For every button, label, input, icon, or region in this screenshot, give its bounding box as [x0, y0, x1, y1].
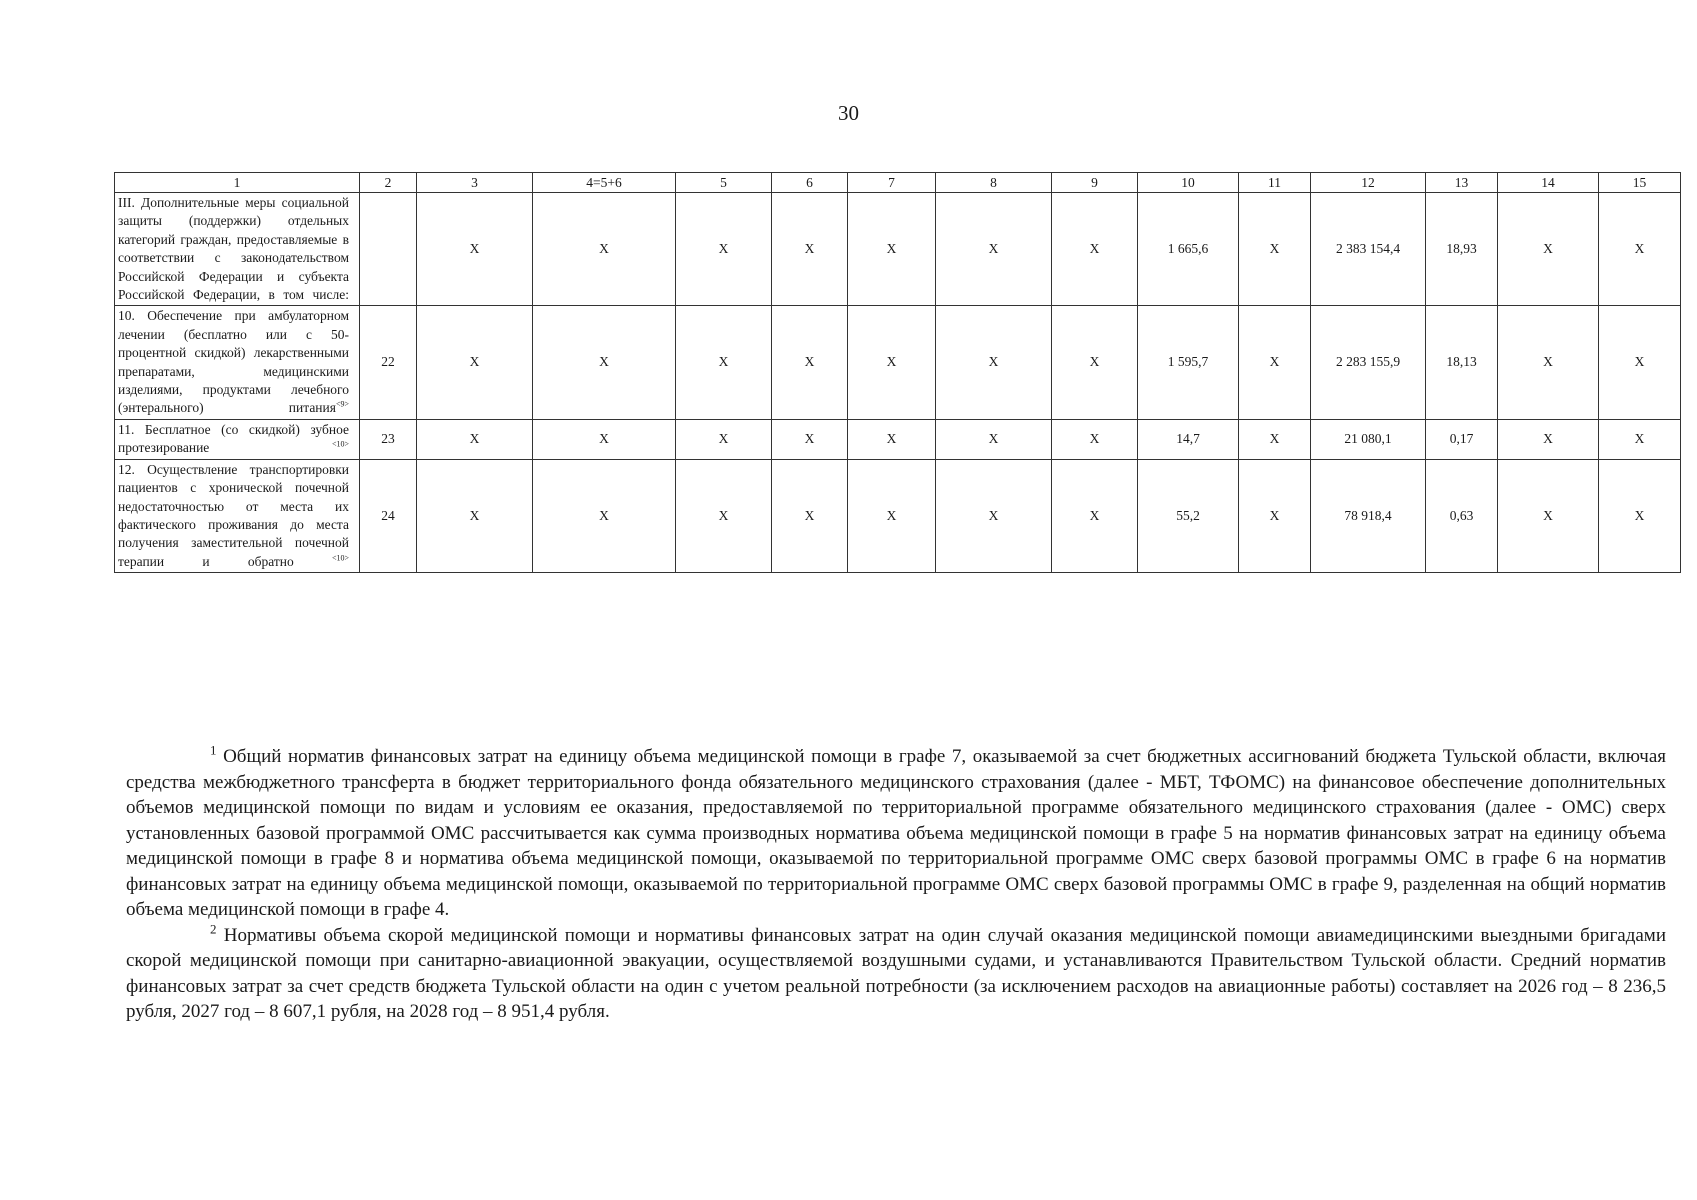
- table-cell: X: [533, 193, 676, 306]
- table-cell: X: [533, 419, 676, 459]
- table-cell: 18,13: [1426, 306, 1498, 419]
- financial-norms-table: [114, 172, 1681, 573]
- column-header: 11: [1239, 173, 1311, 193]
- footnote-text: Общий норматив финансовых затрат на единицу объема медицинской помощи в графе 7, оказываемой за счет бюджетных ассигнований бюджета Тульской области, включая средства межбюджетного трансферта в бюджет территориального фонда обязательного медицинского страхования (далее - МБТ, ТФОМС) на финансовое обеспечение дополнительных объемов медицинской помощи по видам и условиям ее оказания, предоставляемой по территориальной программе обязательного медицинского страхования (далее - ОМС) сверх установленных базовой программой ОМС рассчитывается как сумма производных норматива объема медицинской помощи в графе 5 на норматив финансовых затрат на единицу объема медицинской помощи в графе 8 и норматива объема медицинской помощи, оказываемой по территориальной программе ОМС сверх базовой программы ОМС в графе 6 на норматив финансовых затрат на единицу объема медицинской помощи, оказываемой по территориальной программе ОМС сверх базовой программы ОМС в графе 9, разделенная на общий норматив объема медицинской помощи в графе 4.: [126, 746, 1666, 920]
- column-header: 2: [360, 173, 417, 193]
- column-header: 9: [1052, 173, 1138, 193]
- table-row: [115, 459, 1681, 572]
- table-cell: 2 383 154,4: [1311, 193, 1426, 306]
- table-cell: 14,7: [1138, 419, 1239, 459]
- table-cell: X: [676, 193, 772, 306]
- footnote-text: Нормативы объема скорой медицинской помощи и нормативы финансовых затрат на один случай оказания медицинской помощи авиамедицинскими выездными бригадами скорой медицинской помощи при санитарно-авиационной эвакуации, осуществляемой воздушными судами, и устанавливаются Правительством Тульской области. Средний норматив финансовых затрат за счет средств бюджета Тульской области на один с учетом реальной потребности (за исключением расходов на авиационные работы) составляет на 2026 год – 8 236,5 рубля, 2027 год – 8 607,1 рубля, на 2028 год – 8 951,4 рубля.: [126, 924, 1667, 1022]
- table-cell: X: [936, 419, 1052, 459]
- column-header: 8: [936, 173, 1052, 193]
- footnote: [126, 923, 1666, 1025]
- column-header: 7: [848, 173, 936, 193]
- table-cell: X: [1239, 193, 1311, 306]
- row-description: [115, 459, 360, 572]
- table-cell: 0,63: [1426, 459, 1498, 572]
- table-cell: X: [936, 459, 1052, 572]
- table-cell: X: [848, 459, 936, 572]
- column-header: 1: [115, 173, 360, 193]
- table-cell: X: [848, 193, 936, 306]
- row-description: [115, 193, 360, 306]
- footnote: [126, 744, 1666, 923]
- table-cell: X: [1599, 306, 1681, 419]
- table-cell: X: [1498, 306, 1599, 419]
- row-description-text: 10. Обеспечение при амбулаторном лечении (бесплатно или с 50-процентной скидкой) лекарственными препаратами, медицинскими изделиями, продуктами лечебного (энтерального) питания: [118, 308, 349, 416]
- table-cell: X: [936, 193, 1052, 306]
- table-cell: X: [1498, 459, 1599, 572]
- row-description-text: 12. Осуществление транспортировки пациентов с хронической почечной недостаточностью от места их фактического проживания до места получения заместительной почечной терапии и обратно: [118, 461, 349, 569]
- row-description-text: 11. Бесплатное (со скидкой) зубное протезирование: [118, 421, 349, 456]
- table-cell: 18,93: [1426, 193, 1498, 306]
- table-cell: X: [772, 419, 848, 459]
- page-number: 30: [838, 101, 859, 125]
- table-cell: X: [1599, 193, 1681, 306]
- table-cell: X: [1052, 193, 1138, 306]
- table-row: [115, 306, 1681, 419]
- table-cell: X: [848, 419, 936, 459]
- table-cell: X: [936, 306, 1052, 419]
- column-header: 6: [772, 173, 848, 193]
- table-cell: X: [772, 306, 848, 419]
- row-note: <10>: [331, 553, 349, 563]
- row-note: <10>: [331, 439, 349, 449]
- table-cell: X: [848, 306, 936, 419]
- footnote-marker: 1: [210, 742, 217, 758]
- row-description-text: III. Дополнительные меры социальной защиты (поддержки) отдельных категорий граждан, предоставляемые в соответствии с законодательством Российской Федерации и субъекта Российской Федерации, в том числе:: [118, 195, 349, 303]
- table-cell: X: [1239, 459, 1311, 572]
- table-cell: X: [772, 193, 848, 306]
- table-cell: X: [676, 419, 772, 459]
- footnote-marker: 2: [210, 921, 217, 937]
- table-cell: 23: [360, 419, 417, 459]
- column-header: 15: [1599, 173, 1681, 193]
- column-header: 13: [1426, 173, 1498, 193]
- table-cell: 1 665,6: [1138, 193, 1239, 306]
- table-cell: X: [676, 459, 772, 572]
- column-header: 14: [1498, 173, 1599, 193]
- table-cell: X: [772, 459, 848, 572]
- table-cell: X: [1599, 419, 1681, 459]
- table-cell: X: [1052, 306, 1138, 419]
- table-cell: X: [1239, 306, 1311, 419]
- table-cell: X: [676, 306, 772, 419]
- table-cell: X: [1052, 419, 1138, 459]
- row-note: <9>: [335, 399, 349, 409]
- table-header-row: [115, 173, 1681, 193]
- table-cell: 78 918,4: [1311, 459, 1426, 572]
- table-cell: 21 080,1: [1311, 419, 1426, 459]
- table-cell: X: [533, 306, 676, 419]
- table-cell: X: [1052, 459, 1138, 572]
- column-header: 5: [676, 173, 772, 193]
- table-cell: 24: [360, 459, 417, 572]
- table-cell: 2 283 155,9: [1311, 306, 1426, 419]
- table-cell: X: [1599, 459, 1681, 572]
- table-cell: X: [417, 306, 533, 419]
- table-cell: X: [417, 419, 533, 459]
- row-description: [115, 419, 360, 459]
- table-cell: X: [1498, 193, 1599, 306]
- table-cell: 0,17: [1426, 419, 1498, 459]
- table-cell: X: [1239, 419, 1311, 459]
- table-row: [115, 419, 1681, 459]
- table-cell: 55,2: [1138, 459, 1239, 572]
- table-row: [115, 193, 1681, 306]
- column-header: 3: [417, 173, 533, 193]
- column-header: 10: [1138, 173, 1239, 193]
- table-cell: [360, 193, 417, 306]
- column-header: 4=5+6: [533, 173, 676, 193]
- footnotes: [126, 744, 1666, 1025]
- table-cell: X: [417, 459, 533, 572]
- table-cell: 1 595,7: [1138, 306, 1239, 419]
- row-description: [115, 306, 360, 419]
- table-cell: X: [1498, 419, 1599, 459]
- table-cell: X: [417, 193, 533, 306]
- table-cell: 22: [360, 306, 417, 419]
- column-header: 12: [1311, 173, 1426, 193]
- table-cell: X: [533, 459, 676, 572]
